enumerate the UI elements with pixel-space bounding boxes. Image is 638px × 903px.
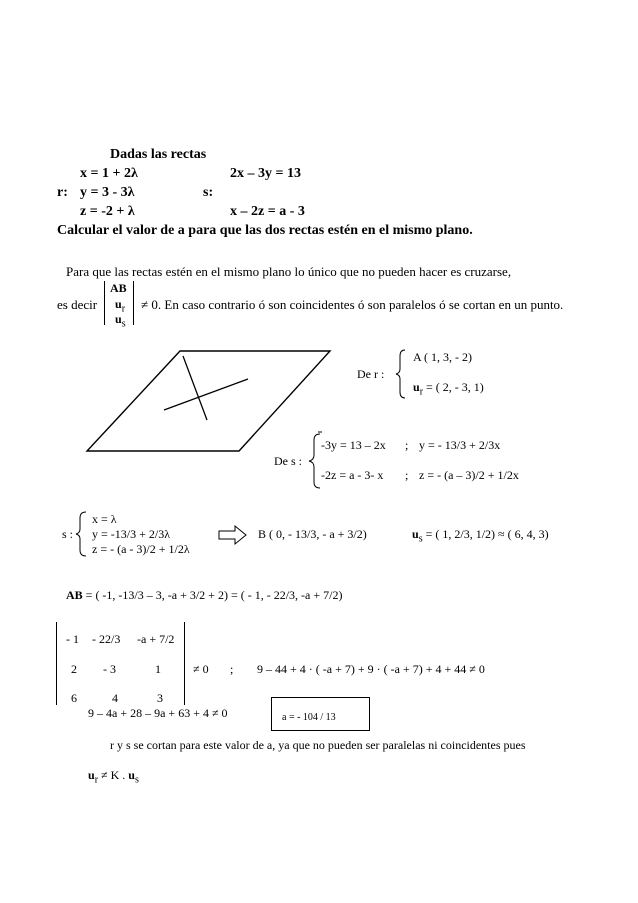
det-r2c1: 2	[71, 662, 77, 676]
line-s	[164, 379, 248, 410]
de-s-row2-b: z = - (a – 3)/2 + 1/2x	[419, 468, 519, 482]
result-value: a = - 104 / 13	[282, 712, 336, 723]
det-r1c1: - 1	[66, 632, 79, 646]
det-ab: AB	[110, 281, 127, 295]
de-s-row2-sep: ;	[405, 468, 409, 482]
det-r3c1: 6	[71, 691, 77, 705]
det-r3c2: 4	[112, 691, 118, 705]
conclusion-relation: $u_r \ne K$ . $u_s$	[88, 768, 139, 786]
arrow-icon	[219, 526, 246, 544]
det-simplified: 9 – 4a + 28 – 9a + 63 + 4 ≠ 0	[88, 706, 228, 720]
s-param-eq2: y = -13/3 + 2/3λ	[92, 527, 171, 541]
det-r2c2: - 3	[103, 662, 116, 676]
s-label: s:	[203, 185, 214, 200]
s-equation-2: x – 2z = a - 3	[230, 204, 305, 219]
r-equation-1: x = 1 + 2λ	[80, 166, 138, 181]
det-left-bar-2	[56, 622, 57, 705]
result-box	[271, 697, 370, 731]
de-s-label: De s :	[274, 454, 302, 468]
s-param-eq3: z = - (a - 3)/2 + 1/2λ	[92, 542, 190, 556]
plane-parallelogram	[87, 351, 330, 451]
neq-condition: ≠ 0. En caso contrario ó son coincidentes ó son paralelos ó se cortan en un punto.	[141, 297, 564, 312]
vector-us: $u_s$ = ( 1, 2/3, 1/2) ≈ ( 6, 4, 3)	[412, 527, 549, 545]
de-s-row1-b: y = - 13/3 + 2/3x	[419, 438, 501, 452]
det-r3c3: 3	[157, 691, 163, 705]
ab-vector: AB = ( -1, -13/3 – 3, -a + 3/2 + 2) = ( - 1, - 22/3, -a + 7/2)	[66, 588, 343, 602]
de-s-row2-a: -2z = a - 3- x	[321, 468, 384, 482]
vector-ur: $u_r$ = ( 2, - 3, 1)	[413, 380, 484, 398]
det-r1c2: - 22/3	[92, 632, 121, 646]
heading-title: Dadas las rectas	[110, 147, 207, 162]
de-s-row1-sep: ;	[405, 438, 409, 452]
brace-de-r	[396, 350, 405, 398]
es-decir: es decir	[57, 297, 98, 312]
det-sep: ;	[230, 662, 234, 676]
det-r1c3: -a + 7/2	[137, 632, 175, 646]
brace-de-s	[309, 434, 320, 488]
point-b: B ( 0, - 13/3, - a + 3/2)	[258, 527, 367, 541]
det-us: $u_s$	[115, 312, 126, 330]
det-right-bar-2	[184, 622, 185, 705]
det-expansion: 9 – 44 + 4 · ( -a + 7) + 9 · ( -a + 7) + 4 + 44 ≠ 0	[257, 662, 485, 676]
point-a: A ( 1, 3, - 2)	[413, 350, 472, 364]
explanation-line: Para que las rectas estén en el mismo plano lo único que no pueden hacer es cruzarse,	[66, 264, 512, 279]
conclusion-text: r y s se cortan para este valor de a, ya que no pueden ser paralelas ni coincidentes pues	[110, 738, 526, 752]
det-r2c3: 1	[155, 662, 161, 676]
r-equation-2: y = 3 - 3λ	[80, 185, 135, 200]
line-r	[183, 356, 207, 420]
brace-s-param	[76, 512, 86, 556]
s-param-eq1: x = λ	[92, 512, 117, 526]
de-s-row1-a: -3y = 13 – 2x	[321, 438, 386, 452]
de-r-label: De r :	[357, 367, 385, 381]
r-label: r:	[57, 185, 68, 200]
r-equation-3: z = -2 + λ	[80, 204, 135, 219]
s-param-label: s :	[62, 527, 74, 541]
task-statement: Calcular el valor de a para que las dos rectas estén en el mismo plano.	[57, 223, 473, 238]
s-equation-1: 2x – 3y = 13	[230, 166, 301, 181]
det-neq: ≠ 0	[193, 662, 209, 676]
det-ur: $u_r$	[115, 297, 126, 315]
